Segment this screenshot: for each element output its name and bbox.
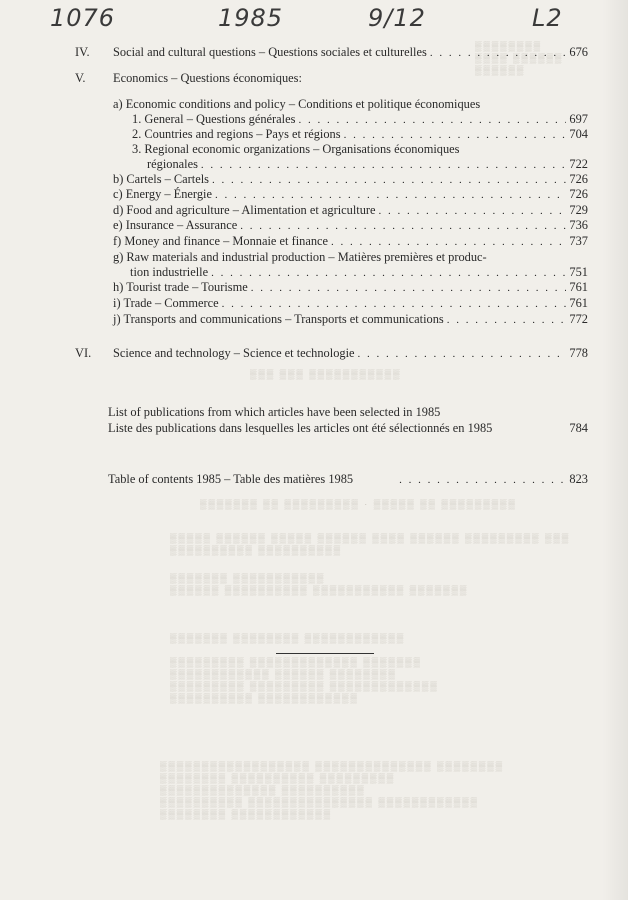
bleed-through-text: ▒▒▒ ▒▒▒ ▒▒▒▒▒▒▒▒▒▒▒ <box>250 369 402 379</box>
toc-entry-g-line1: g) Raw materials and industrial production – Matières premières et produc- <box>113 250 487 264</box>
section-number: IV. <box>75 45 90 59</box>
entry-title: j) Transports and communications – Transports et communications <box>113 312 444 326</box>
entry-title: b) Cartels – Cartels <box>113 172 210 186</box>
leader-dots <box>212 173 566 188</box>
page-number: 751 <box>569 265 588 279</box>
page-number: 736 <box>569 218 588 232</box>
leader-dots <box>240 219 566 234</box>
toc-entry-section-iv <box>75 45 588 61</box>
leader-dots <box>358 347 567 362</box>
toc-entry-c <box>113 187 588 203</box>
handwritten-number: 1076 <box>50 4 116 32</box>
page-number: 729 <box>569 203 588 217</box>
entry-title: d) Food and agriculture – Alimentation et agriculture <box>113 203 376 217</box>
toc-entry-g <box>130 265 588 281</box>
toc-entry-section-v <box>75 71 302 86</box>
leader-dots <box>201 158 566 173</box>
leader-dots <box>251 281 567 296</box>
bleed-through-text: ▒▒▒▒▒▒▒ ▒▒▒▒▒▒▒▒ ▒▒▒▒▒▒▒▒▒▒▒▒ ▒▒▒▒▒▒▒▒▒ ▒▒▒▒▒▒▒▒▒▒▒▒▒ ▒▒▒▒▒▒▒ ▒▒▒▒▒▒▒▒▒▒▒▒ ▒▒▒▒▒▒ ▒▒▒▒▒▒▒▒ ▒▒▒▒▒▒▒▒▒ ▒▒▒▒▒▒▒▒▒ ▒▒▒▒▒▒▒▒▒▒▒▒▒ ▒▒▒▒▒▒▒▒▒▒ ▒▒▒▒▒▒▒▒▒▒▒▒ <box>170 633 439 703</box>
entry-title: e) Insurance – Assurance <box>113 218 238 232</box>
bleed-through-text: ▒▒▒▒▒▒▒ ▒▒ ▒▒▒▒▒▒▒▒▒ · ▒▒▒▒▒ ▒▒ ▒▒▒▒▒▒▒▒▒ <box>200 499 517 509</box>
toc-entry-e <box>113 218 588 234</box>
page-number: 697 <box>569 112 588 126</box>
entry-title: i) Trade – Commerce <box>113 296 219 310</box>
page-edge-shadow <box>602 0 628 900</box>
leader-dots <box>215 188 566 203</box>
page-number: 726 <box>569 172 588 186</box>
toc-entry-j <box>113 312 588 328</box>
toc-entry-b <box>113 172 588 188</box>
page-number: 722 <box>569 157 588 171</box>
leader-dots <box>344 128 567 143</box>
toc-entry-f <box>113 234 588 250</box>
toc-entry-table-of-contents <box>108 472 588 488</box>
page-number: 761 <box>569 280 588 294</box>
toc-entry-a3-line1: 3. Regional economic organizations – Organisations économiques <box>132 142 460 156</box>
section-number: VI. <box>75 346 92 360</box>
leader-dots <box>379 204 567 219</box>
toc-entry-publications <box>108 421 588 436</box>
closing-rule <box>276 653 374 654</box>
page-number: 726 <box>569 187 588 201</box>
leader-dots <box>211 266 566 281</box>
handwritten-year: 1985 <box>218 4 284 32</box>
toc-entry-i <box>113 296 588 312</box>
leader-dots <box>222 297 567 312</box>
publications-title-en: List of publications from which articles have been selected in 1985 <box>108 405 441 419</box>
page-number: 823 <box>569 472 588 486</box>
toc-entry-a3 <box>147 157 588 173</box>
entry-title: tion industrielle <box>130 265 209 279</box>
entry-title: f) Money and finance – Monnaie et finance <box>113 234 329 248</box>
page-number: 784 <box>569 421 588 435</box>
section-title: Economics – Questions économiques: <box>113 71 302 85</box>
toc-entry-d <box>113 203 588 219</box>
handwritten-corner-mark: L2 <box>532 4 563 32</box>
entry-title: c) Energy – Énergie <box>113 187 212 201</box>
bleed-through-text: ▒▒▒▒▒ ▒▒▒▒▒▒ ▒▒▒▒▒ ▒▒▒▒▒▒ ▒▒▒▒ ▒▒▒▒▒▒ ▒▒▒▒▒▒▒▒▒ ▒▒▒ ▒▒▒▒▒▒▒▒▒▒ ▒▒▒▒▒▒▒▒▒▒ <box>170 533 571 555</box>
bleed-through-text: ▒▒▒▒▒▒▒ ▒▒▒▒▒▒▒▒▒▒▒ ▒▒▒▒▒▒ ▒▒▒▒▒▒▒▒▒▒ ▒▒▒▒▒▒▒▒▒▒▒ ▒▒▒▒▒▒▒ <box>170 573 469 595</box>
toc-entry-a1 <box>132 112 588 128</box>
page-number: 778 <box>569 346 588 360</box>
leader-dots <box>298 113 566 128</box>
page-number: 772 <box>569 312 588 326</box>
leader-dots <box>447 313 567 328</box>
bleed-through-text: ▒▒▒▒▒▒▒▒ ▒▒▒▒ ▒▒▒▒▒▒ ▒▒▒▒▒▒ <box>475 41 564 75</box>
handwritten-code: 9/12 <box>368 4 426 32</box>
entry-title: 2. Countries and regions – Pays et régions <box>132 127 341 141</box>
section-title: Science and technology – Science et technologie <box>113 346 355 360</box>
entry-title: h) Tourist trade – Tourisme <box>113 280 248 294</box>
leader-dots <box>399 473 566 488</box>
entry-title: Table of contents 1985 – Table des matières 1985 <box>108 472 354 486</box>
toc-entry-a2 <box>132 127 588 143</box>
page-number: 737 <box>569 234 588 248</box>
publications-title-fr: Liste des publications dans lesquelles les articles ont été sélectionnés en 1985 <box>108 421 493 435</box>
toc-entry-section-vi <box>75 346 588 362</box>
toc-entry-h <box>113 280 588 296</box>
page-number: 704 <box>569 127 588 141</box>
section-title: Social and cultural questions – Questions sociales et culturelles <box>113 45 427 59</box>
toc-subsection-a: a) Economic conditions and policy – Conditions et politique économiques <box>113 97 481 111</box>
section-number: V. <box>75 71 86 85</box>
leader-dots <box>430 46 567 61</box>
page-number: 676 <box>569 45 588 59</box>
page-number: 761 <box>569 296 588 310</box>
leader-dots <box>331 235 566 250</box>
entry-title: régionales <box>147 157 198 171</box>
entry-title: 1. General – Questions générales <box>132 112 296 126</box>
bleed-through-text: ▒▒▒▒▒▒▒▒▒▒▒▒▒▒▒▒▒▒ ▒▒▒▒▒▒▒▒▒▒▒▒▒▒ ▒▒▒▒▒▒▒▒ ▒▒▒▒▒▒▒▒ ▒▒▒▒▒▒▒▒▒▒ ▒▒▒▒▒▒▒▒▒ ▒▒▒▒▒▒▒▒▒▒▒▒▒▒ ▒▒▒▒▒▒▒▒▒▒ ▒▒▒▒▒▒▒▒▒▒ ▒▒▒▒▒▒▒▒▒▒▒▒▒▒▒ ▒▒▒▒▒▒▒▒▒▒▒▒ ▒▒▒▒▒▒▒▒ ▒▒▒▒▒▒▒▒▒▒▒▒ <box>160 761 505 819</box>
